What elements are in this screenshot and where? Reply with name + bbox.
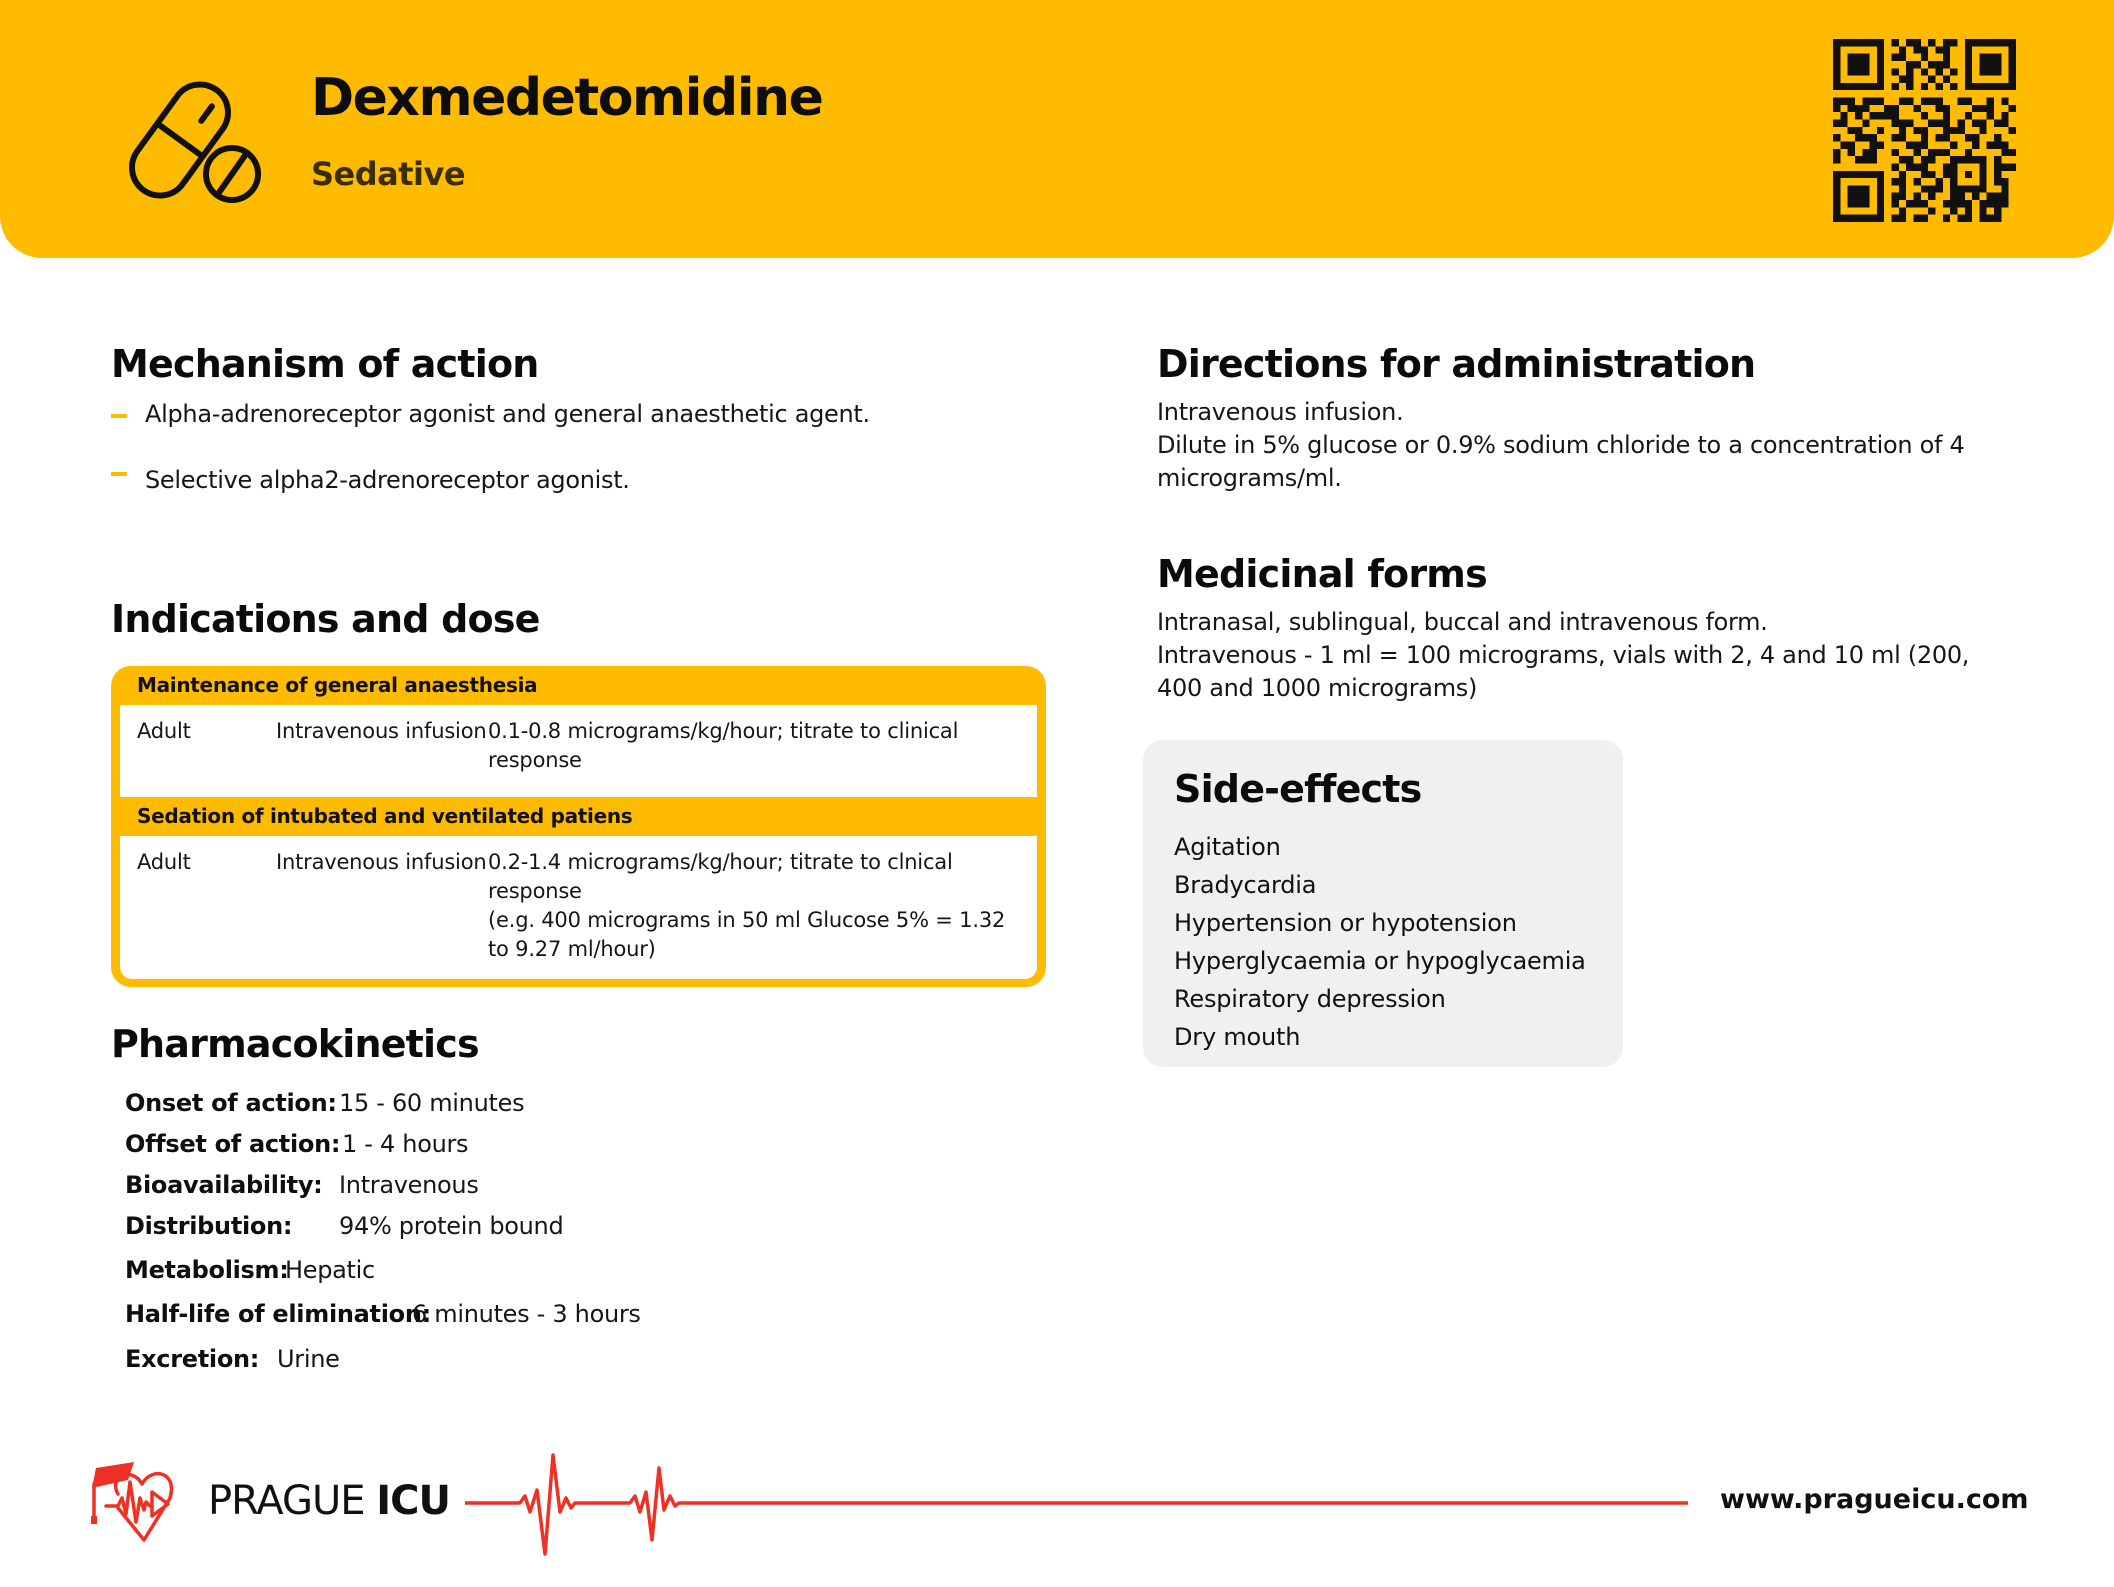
pill-capsule-icon — [118, 72, 268, 212]
forms-line: Intranasal, sublingual, buccal and intravenous form. — [1157, 608, 1768, 636]
dose-group-title: Sedation of intubated and ventilated patiens — [137, 804, 633, 828]
brand-light: PRAGUE — [208, 1478, 365, 1524]
directions-heading: Directions for administration — [1157, 342, 1756, 386]
side-effect-item: Agitation — [1174, 833, 1281, 861]
pk-label-offset: Offset of action: — [125, 1130, 341, 1158]
dose-group-title: Maintenance of general anaesthesia — [137, 673, 538, 697]
pk-label-distribution: Distribution: — [125, 1212, 293, 1240]
ecg-line-icon — [460, 1450, 1692, 1560]
bullet-dash-icon — [111, 414, 127, 418]
dose-route: Intravenous infusion — [276, 719, 487, 743]
drug-class-subtitle: Sedative — [311, 155, 466, 193]
indications-heading: Indications and dose — [111, 597, 540, 641]
pk-label-bioavailability: Bioavailability: — [125, 1171, 323, 1199]
side-effect-item: Hypertension or hypotension — [1174, 909, 1517, 937]
side-effect-item: Bradycardia — [1174, 871, 1317, 899]
dose-amount-cell — [488, 848, 1018, 979]
directions-text — [1157, 396, 2017, 495]
forms-line: 400 and 1000 micrograms) — [1157, 674, 1478, 702]
dose-amount: 0.2-1.4 micrograms/kg/hour; titrate to clnical response — [488, 850, 953, 903]
side-effect-item: Respiratory depression — [1174, 985, 1446, 1013]
side-effect-item: Hyperglycaemia or hypoglycaemia — [1174, 947, 1586, 975]
medicinal-forms-heading: Medicinal forms — [1157, 552, 1487, 596]
heart-ecg-graduation-cap-icon[interactable] — [88, 1458, 198, 1550]
dose-table — [111, 666, 1046, 987]
pk-label-excretion: Excretion: — [125, 1345, 260, 1373]
mechanism-bullet: Selective alpha2-adrenoreceptor agonist. — [145, 466, 630, 494]
website-link[interactable]: www.pragueicu.com — [1720, 1484, 2029, 1515]
dose-amount: 0.1-0.8 micrograms/kg/hour; titrate to clinical response — [488, 719, 959, 772]
bullet-dash-icon — [111, 472, 127, 476]
mechanism-heading: Mechanism of action — [111, 342, 539, 386]
dose-population: Adult — [137, 850, 191, 874]
pk-label-onset: Onset of action: — [125, 1089, 337, 1117]
dose-row — [120, 705, 1037, 797]
directions-line: Intravenous infusion. — [1157, 398, 1404, 426]
side-effects-heading: Side-effects — [1174, 767, 1422, 811]
brand-bold: ICU — [376, 1478, 450, 1524]
pk-value-distribution: 94% protein bound — [339, 1212, 564, 1240]
directions-line: Dilute in 5% glucose or 0.9% sodium chloride to a concentration of 4 — [1157, 431, 1965, 459]
pk-value-excretion: Urine — [277, 1345, 340, 1373]
mechanism-bullet: Alpha-adrenoreceptor agonist and general anaesthetic agent. — [145, 400, 870, 428]
dose-note: (e.g. 400 micrograms in 50 ml Glucose 5% = 1.32 to 9.27 ml/hour) — [488, 908, 1006, 961]
pk-value-offset: 1 - 4 hours — [342, 1130, 469, 1158]
pk-value-bioavailability: Intravenous — [339, 1171, 479, 1199]
brand-wordmark — [208, 1478, 450, 1524]
medicinal-forms-text — [1157, 606, 2017, 705]
side-effect-item: Dry mouth — [1174, 1023, 1301, 1051]
pk-label-half-life: Half-life of elimination: — [125, 1300, 431, 1328]
qr-code-icon[interactable] — [1833, 39, 2016, 222]
dose-population: Adult — [137, 719, 191, 743]
header-banner — [0, 0, 2114, 258]
drug-title: Dexmedetomidine — [311, 68, 823, 128]
pk-value-metabolism: Hepatic — [285, 1256, 375, 1284]
dose-row — [120, 836, 1037, 979]
pk-value-onset: 15 - 60 minutes — [339, 1089, 525, 1117]
pk-label-metabolism: Metabolism: — [125, 1256, 289, 1284]
pk-value-half-life: 6 minutes - 3 hours — [412, 1300, 641, 1328]
pharmacokinetics-heading: Pharmacokinetics — [111, 1022, 479, 1066]
directions-line: micrograms/ml. — [1157, 464, 1342, 492]
dose-route: Intravenous infusion — [276, 850, 487, 874]
forms-line: Intravenous - 1 ml = 100 micrograms, vials with 2, 4 and 10 ml (200, — [1157, 641, 1970, 669]
